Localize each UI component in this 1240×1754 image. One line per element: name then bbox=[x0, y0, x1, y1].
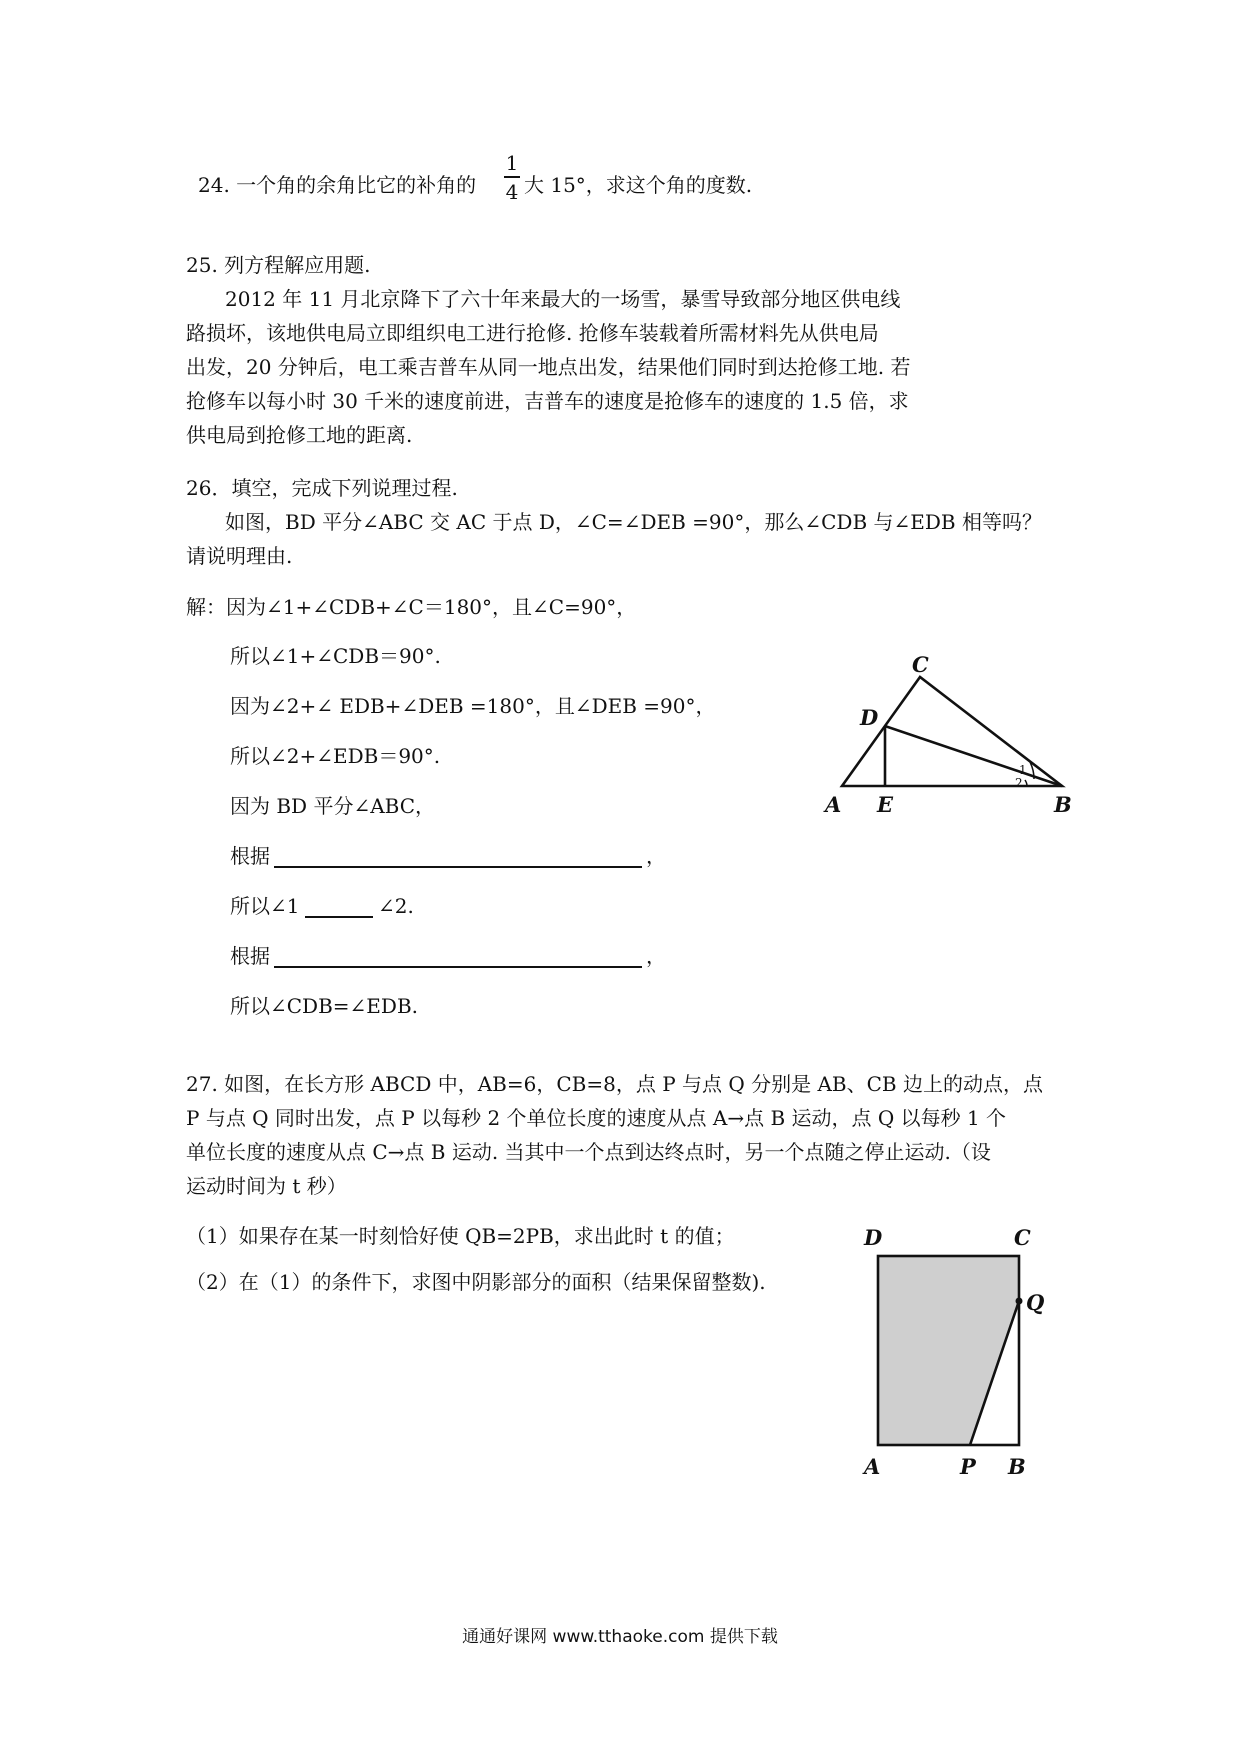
label-a: A bbox=[864, 1454, 881, 1479]
label-d: D bbox=[864, 1225, 883, 1250]
label-angle-1: 1 bbox=[1019, 763, 1027, 777]
label-b: B bbox=[1008, 1454, 1026, 1479]
fraction-numerator: 1 bbox=[505, 151, 519, 175]
label-p: P bbox=[960, 1454, 976, 1479]
q26-title: 26．填空，完成下列说理过程. bbox=[186, 476, 458, 500]
point-q-dot bbox=[1016, 1298, 1023, 1305]
q26-step: 所以∠1 bbox=[230, 894, 300, 918]
label-b: B bbox=[1054, 792, 1072, 817]
label-angle-2: 2 bbox=[1015, 776, 1023, 790]
footer-credit: 通通好课网 www.tthaoke.com 提供下载 bbox=[462, 1627, 778, 1647]
q25-line: 出发，20 分钟后，电工乘吉普车从同一地点出发，结果他们同时到达抢修工地. 若 bbox=[186, 355, 911, 379]
q26-step: 根据 bbox=[230, 944, 270, 968]
q26-comma: ， bbox=[646, 844, 666, 868]
q26-comma: ， bbox=[646, 944, 666, 968]
q24-text-after: 大 15°，求这个角的度数. bbox=[524, 173, 753, 197]
q25-line: 供电局到抢修工地的距离. bbox=[186, 423, 413, 447]
q25-line: 2012 年 11 月北京降下了六十年来最大的一场雪，暴雪导致部分地区供电线 bbox=[225, 287, 901, 311]
label-q: Q bbox=[1026, 1290, 1045, 1315]
q25-line: 抢修车以每小时 30 千米的速度前进，吉普车的速度是抢修车的速度的 1.5 倍，求 bbox=[186, 389, 909, 413]
q26-step: 因为∠2+∠ EDB+∠DEB =180°，且∠DEB =90°， bbox=[230, 694, 716, 718]
q27-line: 27. 如图，在长方形 ABCD 中，AB=6，CB=8，点 P 与点 Q 分别是 AB、CB 边上的动点，点 bbox=[186, 1072, 1043, 1096]
q27-line: P 与点 Q 同时出发，点 P 以每秒 2 个单位长度的速度从点 A→点 B 运动，点 Q 以每秒 1 个 bbox=[186, 1106, 1007, 1130]
q26-step: 解：因为∠1+∠CDB+∠C＝180°，且∠C=90°， bbox=[186, 595, 637, 619]
label-c: C bbox=[912, 652, 929, 677]
q26-step: 因为 BD 平分∠ABC， bbox=[230, 794, 436, 818]
q26-step: 所以∠CDB=∠EDB. bbox=[230, 994, 418, 1018]
q26-step: ∠2. bbox=[378, 894, 414, 918]
q27-line: 运动时间为 t 秒） bbox=[186, 1174, 347, 1198]
label-c: C bbox=[1014, 1225, 1031, 1250]
label-a: A bbox=[825, 792, 842, 817]
q26-statement: 如图，BD 平分∠ABC 交 AC 于点 D，∠C=∠DEB =90°，那么∠CDB 与∠EDB 相等吗？ bbox=[225, 510, 1042, 534]
shaded-region bbox=[878, 1256, 1019, 1445]
q26-statement: 请说明理由. bbox=[186, 544, 293, 568]
q26-step: 根据 bbox=[230, 844, 270, 868]
q24-text-before: 24. 一个角的余角比它的补角的 bbox=[198, 173, 477, 197]
q26-step: 所以∠2+∠EDB＝90°. bbox=[230, 744, 441, 768]
q25-title: 25. 列方程解应用题. bbox=[186, 253, 371, 277]
label-d: D bbox=[860, 705, 879, 730]
q27-line: 单位长度的速度从点 C→点 B 运动. 当其中一个点到达终点时，另一个点随之停止运动.（设 bbox=[186, 1140, 991, 1164]
label-e: E bbox=[877, 792, 894, 817]
fraction-denominator: 4 bbox=[505, 179, 519, 204]
q27-subquestion-2: （2）在（1）的条件下，求图中阴影部分的面积（结果保留整数). bbox=[186, 1270, 766, 1294]
q27-subquestion-1: （1）如果存在某一时刻恰好使 QB=2PB，求出此时 t 的值； bbox=[186, 1224, 735, 1248]
q26-step: 所以∠1+∠CDB＝90°. bbox=[230, 644, 441, 668]
q25-line: 路损坏，该地供电局立即组织电工进行抢修. 抢修车装载着所需材料先从供电局 bbox=[186, 321, 879, 345]
